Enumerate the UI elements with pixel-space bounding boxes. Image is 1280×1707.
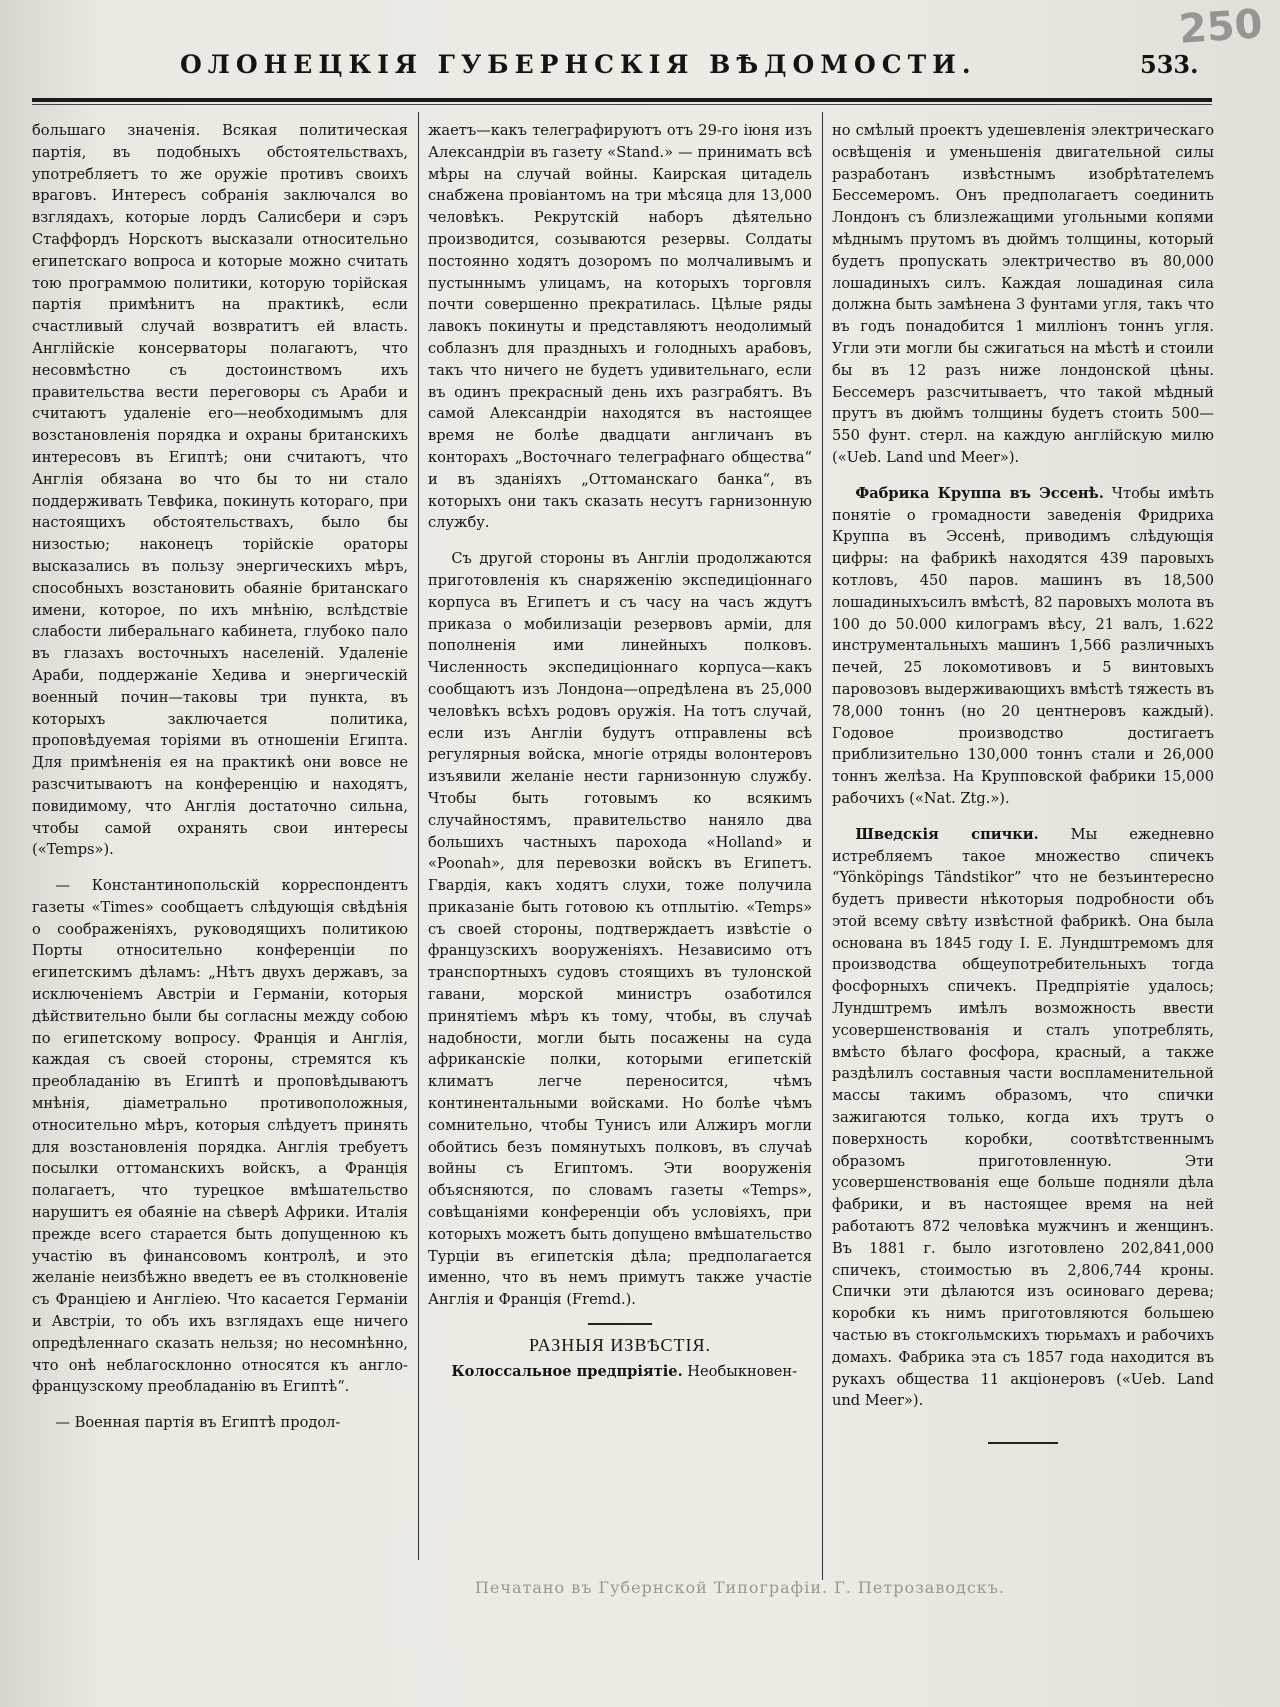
article-paragraph: но смѣлый проектъ удешевленія электрическаго освѣщенія и уменьшенія двигательной силы разработанъ извѣстнымъ изобрѣтателемъ Бессемеромъ. Онъ предполагаетъ соединить Лондонъ съ близлежащими угольными копями мѣднымъ прутомъ въ дюймъ толщины, который будетъ пропускать электричество въ 80,000 лошадиныхъ силъ. Каждая лошадиная сила должна быть замѣнена 3 фунтами угля, такъ что въ годъ понадобится 1 милліонъ тоннъ угля. Угли эти могли бы сжигаться на мѣстѣ и стоили бы въ 12 разъ ниже лондонской цѣны. Бессемеръ разсчитываетъ, что такой мѣдный прутъ въ дюймъ толщины будетъ стоить 500—550 фунт. стерл. на каждую англійскую милю («Ueb. Land und Meer»).	[832, 122, 1214, 466]
printer-imprint: Печатано въ Губернской Типографіи. Г. Петрозаводскъ.	[474, 1578, 1006, 1597]
column-1	[32, 120, 408, 1580]
article-paragraph: — Военная партія въ Египтѣ продол-	[55, 1414, 341, 1432]
header-rule	[32, 98, 1212, 102]
column-divider-right	[822, 112, 823, 1580]
article-paragraph	[832, 483, 1214, 810]
article-paragraph	[832, 824, 1214, 1413]
article-heading: Колоссальное предпріятіе.	[451, 1362, 683, 1380]
handwritten-page-stamp: 250	[1176, 1, 1264, 53]
article-paragraph: жаетъ—какъ телеграфируютъ отъ 29-го іюня изъ Александріи въ газету «Stand.» — принимать всѣ мѣры на случай войны. Каирская цитадель снабжена провіантомъ на три мѣсяца для 13,000 человѣкъ. Рекрутскій наборъ дѣятельно производится, созываются резервы. Солдаты постоянно ходятъ дозоромъ по молчаливымъ и пустыннымъ улицамъ, на которыхъ торговля почти совершенно прекратилась. Цѣлые ряды лавокъ покинуты и представляютъ неодолимый соблазнъ для праздныхъ и голодныхъ арабовъ, такъ что ничего не будетъ удивительнаго, если въ одинъ прекрасный день ихъ разграбятъ. Въ самой Александріи находятся въ настоящее время не болѣе двадцати англичанъ въ конторахъ „Восточнаго телеграфнаго общества“ и въ зданіяхъ „Оттоманскаго банка“, въ которыхъ они такъ сказать несутъ гарнизонную службу.	[428, 122, 812, 532]
header-rule-thin	[32, 104, 1212, 105]
article-heading: Шведскія спички.	[855, 825, 1039, 843]
section-title: РАЗНЫЯ ИЗВѢСТІЯ.	[528, 1335, 712, 1356]
article-text: Чтобы имѣть понятіе о громадности заведенія Фридриха Круппа въ Эссенѣ, приводимъ слѣдующія цифры: на фабрикѣ находятся 439 паровыхъ котловъ, 450 паров. машинъ въ 18,500 лошадиныхъсилъ вмѣстѣ, 82 паровыхъ молота въ 100 до 50.000 килограмъ вѣсу, 21 валъ, 1.622 инструментальныхъ машинъ 1,566 различныхъ печей, 25 локомотивовъ и 5 винтовыхъ паровозовъ выдерживающихъ вмѣстѣ тяжесть въ 78,000 тоннъ (но 20 центнеровъ каждый). Годовое производство достигаетъ приблизительно 130,000 тоннъ стали и 26,000 тоннъ желѣза. На Крупповской фабрики 15,000 рабочихъ («Nat. Ztg.»).	[832, 484, 1214, 807]
article-text: Мы ежедневно истребляемъ такое множество спичекъ “Yönköpings Tändstikor” что не безъинтересно будетъ привести нѣкоторыя подробности объ этой всему свѣту извѣстной фабрикѣ. Она была основана въ 1845 году І. Е. Лундштремомъ для производства общеупотребительныхъ тогда фосфорныхъ спичекъ. Предпріятіе удалось; Лундштремъ имѣлъ возможность ввести усовершенствованія и сталъ употреблять, вмѣсто бѣлаго фосфора, красный, а также раздѣлилъ составныя части воспламенительной массы такимъ образомъ, что спички зажигаются только, когда ихъ трутъ о поверхность коробки, соотвѣтственнымъ образомъ приготовленную. Эти усовершенствованія еще больше подняли дѣла фабрики, и въ настоящее время на ней работаютъ 872 человѣка мужчинъ и женщинъ. Въ 1881 г. было изготовлено 202,841,000 спичекъ, стоимостью въ 2,806,744 кроны. Спички эти дѣлаются изъ осиноваго дерева; коробки къ нимъ приготовляются большею частью въ стокгольмскихъ тюрьмахъ и рабочихъ домахъ. Фабрика эта съ 1857 года находится въ рукахъ общества 11 акціонеровъ («Ueb. Land und Meer»).	[832, 825, 1214, 1410]
article-text: Необыкновен-	[682, 1362, 798, 1380]
article-paragraph	[428, 1361, 812, 1383]
column-divider-left	[418, 112, 419, 1560]
article-paragraph: — Константинопольскій корреспондентъ газеты «Times» сообщаетъ слѣдующія свѣдѣнія о соображеніяхъ, руководящихъ политикою Порты относительно конференціи по египетскимъ дѣламъ: „Нѣтъ двухъ державъ, за исключеніемъ Австріи и Германіи, которыя дѣйствительно были бы согласны между собою по египетскому вопросу. Франція и Англія, каждая съ своей стороны, стремятся къ преобладанію въ Египтѣ и проповѣдываютъ мнѣнія, діаметрально противоположныя, относительно мѣръ, которыя слѣдуетъ принять для возстановленія порядка. Англія требуетъ посылки оттоманскихъ войскъ, а Франція полагаетъ, что турецкое вмѣшательство нарушитъ ея обаяніе на сѣверѣ Африки. Италія прежде всего старается быть допущенною къ участію въ финансовомъ контролѣ, и это желаніе неизбѣжно введетъ ее въ столкновеніе съ Франціею и Англіею. Что касается Германіи и Австріи, то объ ихъ взглядахъ еще ничего опредѣленнаго сказать нельзя; но несомнѣнно, что онѣ неблагосклонно относятся къ англо-французскому преобладанію въ Египтѣ“.	[32, 877, 408, 1396]
section-divider	[588, 1323, 652, 1325]
column-3	[832, 120, 1214, 1600]
article-paragraph: Съ другой стороны въ Англіи продолжаются приготовленія къ снаряженію экспедиціоннаго корпуса въ Египетъ и съ часу на часъ ждутъ приказа о мобилизаціи резервовъ арміи, для пополненія ими линейныхъ полковъ. Численность экспедиціоннаго корпуса—какъ сообщаютъ изъ Лондона—опредѣлена въ 25,000 человѣкъ всѣхъ родовъ оружія. На тотъ случай, если изъ Англіи будутъ отправлены всѣ регулярныя войска, многіе отряды волонтеровъ изъявили желаніе нести гарнизонную службу. Чтобы быть готовымъ ко всякимъ случайностямъ, правительство наняло два большихъ частныхъ парохода «Holland» и «Poonah», для перевозки войскъ въ Египетъ. Гвардія, какъ ходятъ слухи, тоже получила приказаніе быть готовою къ отплытію. «Temps» съ своей стороны, подтверждаетъ извѣстіе о французскихъ вооруженіяхъ. Независимо отъ транспортныхъ судовъ стоящихъ въ тулонской гавани, морской министръ озаботился принятіемъ мѣръ къ тому, чтобы, въ случаѣ надобности, могли быть посажены на суда африканскіе полки, которыми египетскій климатъ легче переносится, чѣмъ континентальными войсками. Но болѣе чѣмъ сомнительно, чтобы Тунисъ или Алжиръ могли обойтись безъ помянутыхъ полковъ, въ случаѣ войны съ Египтомъ. Эти вооруженія объясняются, по словамъ газеты «Temps», совѣщаніями конференціи объ условіяхъ, при которыхъ можетъ быть допущено вмѣшательство Турціи въ египетскія дѣла; предполагается именно, что въ немъ примутъ также участіе Англія и Франція (Fremd.).	[428, 550, 812, 1309]
page-number: 533.	[1140, 50, 1199, 79]
article-heading: Фабрика Круппа въ Эссенѣ.	[855, 484, 1104, 502]
end-rule	[988, 1442, 1058, 1444]
column-2	[428, 120, 812, 1580]
article-paragraph: большаго значенія. Всякая политическая партія, въ подобныхъ обстоятельствахъ, употребляетъ то же оружіе противъ своихъ враговъ. Интересъ собранія заключался во взглядахъ, которые лордъ Салисбери и сэръ Стаффордъ Норскотъ высказали относительно египетскаго вопроса и которые можно считать тою программою политики, которую торійская партія примѣнитъ на практикѣ, если счастливый случай возвратитъ ей власть. Англійскіе консерваторы полагаютъ, что несовмѣстно съ достоинствомъ ихъ правительства вести переговоры съ Араби и считаютъ удаленіе его—необходимымъ для возстановленія порядка и охраны британскихъ интересовъ въ Египтѣ; они считаютъ, что Англія обязана во что бы то ни стало поддерживать Тевфика, покинуть котораго, при настоящихъ обстоятельствахъ, было бы низостью; наконецъ торійскіе ораторы высказались въ пользу энергическихъ мѣръ, способныхъ возстановить обаяніе британскаго имени, которое, по ихъ мнѣнію, вслѣдствіе слабости либеральнаго кабинета, глубоко пало въ глазахъ восточныхъ населеній. Удаленіе Араби, поддержаніе Хедива и энергическій военный почин—таковы три пункта, въ которыхъ заключается политика, проповѣдуемая торіями въ отношеніи Египта. Для примѣненія ея на практикѣ они вовсе не разсчитываютъ на конференцію и находятъ, повидимому, что Англія достаточно сильна, чтобы самой охранять свои интересы («Temps»).	[32, 122, 408, 859]
newspaper-title: ОЛОНЕЦКІЯ ГУБЕРНСКІЯ ВѢДОМОСТИ.	[180, 50, 977, 79]
